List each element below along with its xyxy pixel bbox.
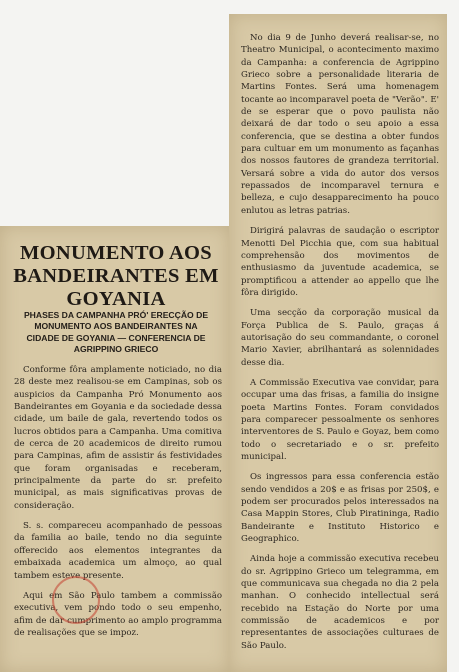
paragraph: Ainda hoje a commissão executiva recebeu do sr. Agrippino Grieco um telegramma, em que communicava sua chegada no dia 2 pela manhan. O conhecido intellectual será recebido na Estação do Norte por uma commissão de academicos e por representantes de associações culturaes de São Paulo. bbox=[241, 554, 439, 651]
left-column bbox=[14, 364, 222, 639]
right-clipping bbox=[229, 14, 447, 672]
subheadline: PHASES DA CAMPANHA PRÓ' ERECÇÃO DE MONUMENTO AOS BANDEIRANTES NA CIDADE DE GOYANIA — CONFERENCIA DE AGRIPPINO GRIECO bbox=[23, 310, 209, 354]
paragraph: No dia 9 de Junho deverá realisar-se, no Theatro Municipal, o acontecimento maximo da Campanha: a conferencia de Agrippino Grieco sobre a personalidade literaria de Martins Fontes. Será uma homenagem tocante ao incomparavel poeta de "Verão". E' de se esperar que o povo paulista não deixará de dar todo o seu apoio a essa conferencia, que se destina a obter fundos para cultuar em um monumento as façanhas dos nossos fautores de grandeza territorial. Versará sobre a vida do autor dos versos repassados de incomparavel ternura e belleza, e cujo desapparecimento ha pouco enlutou as letras patrias. bbox=[241, 33, 439, 216]
red-ink-mark bbox=[52, 576, 100, 624]
paragraph: Aqui em São Paulo tambem a commissão executiva, vem pondo todo o seu empenho, afim de dar cumprimento ao amplo programma de realisações que se impoz. bbox=[14, 590, 222, 638]
paragraph: Os ingressos para essa conferencia estão sendo vendidos a 20$ e as frisas por 250$, e podem ser procurados pelos interessados na Casa Mappin Stores, Club Piratininga, Radio Bandeirante e Instituto Historico e Geographico. bbox=[241, 472, 439, 545]
headline: MONUMENTO AOS BANDEIRANTES EM GOYANIA bbox=[13, 242, 219, 310]
right-column bbox=[241, 32, 439, 652]
left-clipping bbox=[0, 226, 229, 672]
paragraph: A Commissão Executiva vae convidar, para occupar uma das frisas, a familia do insigne poeta Martins Fontes. Foram convidados para comparecer pessoalmente os senhores interventores de S. Paulo e Goyaz, bem como todo o secretariado e o sr. prefeito municipal. bbox=[241, 377, 439, 462]
paragraph: Conforme fôra amplamente noticiado, no dia 28 deste mez realisou-se em Campinas, sob os auspicios da Campanha Pró Monumento aos Bandeirantes em Goyania e da sociedade dessa cidade, um baile de gala, revertendo todos os lucros obtidos para a Campanha. Uma comitiva de cerca de 20 academicos de direito rumou para Campinas, afim de assistir ás festividades que foram organisadas e receberam, principalmente da parte do sr. prefeito municipal, as mais significativas provas de consideração. bbox=[14, 365, 222, 511]
paragraph: Dirigirá palavras de saudação o escriptor Menotti Del Picchia que, com sua habitual comprehensão dos movimentos de enthusiasmo da juventude academica, se promptificou a attender ao appello que lhe fôra dirigido. bbox=[241, 226, 439, 298]
paragraph: S. s. compareceu acompanhado de pessoas da familia ao baile, tendo no dia seguinte offerecido aos elementos integrantes da embaixada academica um almoço, ao qual tambem esteve presente. bbox=[14, 521, 222, 581]
paragraph: Uma secção da corporação musical da Força Publica de S. Paulo, graças á autorisação do seu commandante, o coronel Mario Xavier, abrilhantará as solennidades desse dia. bbox=[241, 308, 439, 368]
